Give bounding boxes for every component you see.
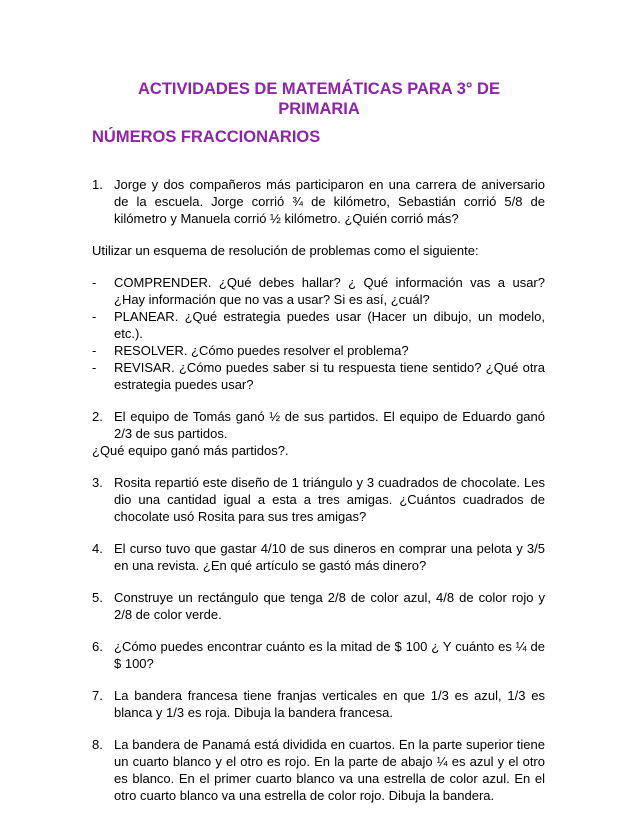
item-text: La bandera francesa tiene franjas verticales en que 1/3 es azul, 1/3 es blanca y 1/3 es roja. Dibuja la bandera francesa. (114, 688, 545, 720)
step-text: COMPRENDER. ¿Qué debes hallar? ¿ Qué información vas a usar? ¿Hay información que no vas a usar? Si es así, ¿cuál? (114, 275, 545, 307)
item-text: Rosita repartió este diseño de 1 triángulo y 3 cuadrados de chocolate. Les dio una cantidad igual a esta a tres amigas. ¿Cuántos cuadrados de chocolate usó Rosita para sus tres amigas? (114, 475, 545, 524)
document-body (92, 176, 545, 804)
item-number: 5. (92, 590, 103, 605)
page-title: ACTIVIDADES DE MATEMÁTICAS PARA 3° DE PRIMARIA (138, 80, 500, 118)
item-text: El curso tuvo que gastar 4/10 de sus dineros en comprar una pelota y 3/5 en una revista. ¿En qué artículo se gastó más dinero? (114, 541, 545, 573)
list-item (92, 736, 545, 804)
list-item (92, 474, 545, 525)
item-number: 1. (92, 177, 103, 192)
scheme-step (92, 359, 545, 393)
list-item (92, 540, 545, 574)
scheme-intro: Utilizar un esquema de resolución de problemas como el siguiente: (92, 243, 479, 258)
item-text: ¿Cómo puedes encontrar cuánto es la mitad de $ 100 ¿ Y cuánto es ¼ de $ 100? (114, 639, 545, 671)
list-item (92, 638, 545, 672)
item-number: 2. (92, 409, 103, 424)
item-number: 8. (92, 737, 103, 752)
list-item (92, 687, 545, 721)
scheme-step (92, 308, 545, 342)
item-text: Construye un rectángulo que tenga 2/8 de color azul, 4/8 de color rojo y 2/8 de color verde. (114, 590, 545, 622)
item-number: 4. (92, 541, 103, 556)
step-bullet: - (92, 309, 97, 324)
step-text: REVISAR. ¿Cómo puedes saber si tu respuesta tiene sentido? ¿Qué otra estrategia puedes usar? (114, 360, 545, 392)
item-text: La bandera de Panamá está dividida en cuartos. En la parte superior tiene un cuarto blanco y el otro es rojo. En la parte de abajo ¼ es azul y el otro es blanco. En el primer cuarto blanco va una estrella de color azul. En el otro cuarto blanco va una estrella de color rojo. Dibuja la bandera. (114, 737, 545, 803)
section-title: NÚMEROS FRACCIONARIOS (92, 128, 321, 146)
list-item (92, 408, 545, 442)
step-text: PLANEAR. ¿Qué estrategia puedes usar (Hacer un dibujo, un modelo, etc.). (114, 309, 545, 341)
item-text: El equipo de Tomás ganó ½ de sus partidos. El equipo de Eduardo ganó 2/3 de sus partidos. (114, 409, 545, 441)
item-text: Jorge y dos compañeros más participaron en una carrera de aniversario de la escuela. Jorge corrió ¾ de kilómetro, Sebastián corrió 5/8 de kilómetro y Manuela corrió ½ kilómetro. ¿Quién corrió más? (114, 177, 545, 226)
scheme-step (92, 342, 545, 359)
list-item (92, 176, 545, 227)
step-bullet: - (92, 343, 97, 358)
step-bullet: - (92, 360, 97, 375)
item-number: 3. (92, 475, 103, 490)
step-text: RESOLVER. ¿Cómo puedes resolver el problema? (114, 343, 409, 358)
item2-question: ¿Qué equipo ganó más partidos?. (92, 443, 289, 458)
item-number: 6. (92, 639, 103, 654)
step-bullet: - (92, 275, 97, 290)
item-number: 7. (92, 688, 103, 703)
scheme-step (92, 274, 545, 308)
list-item (92, 589, 545, 623)
